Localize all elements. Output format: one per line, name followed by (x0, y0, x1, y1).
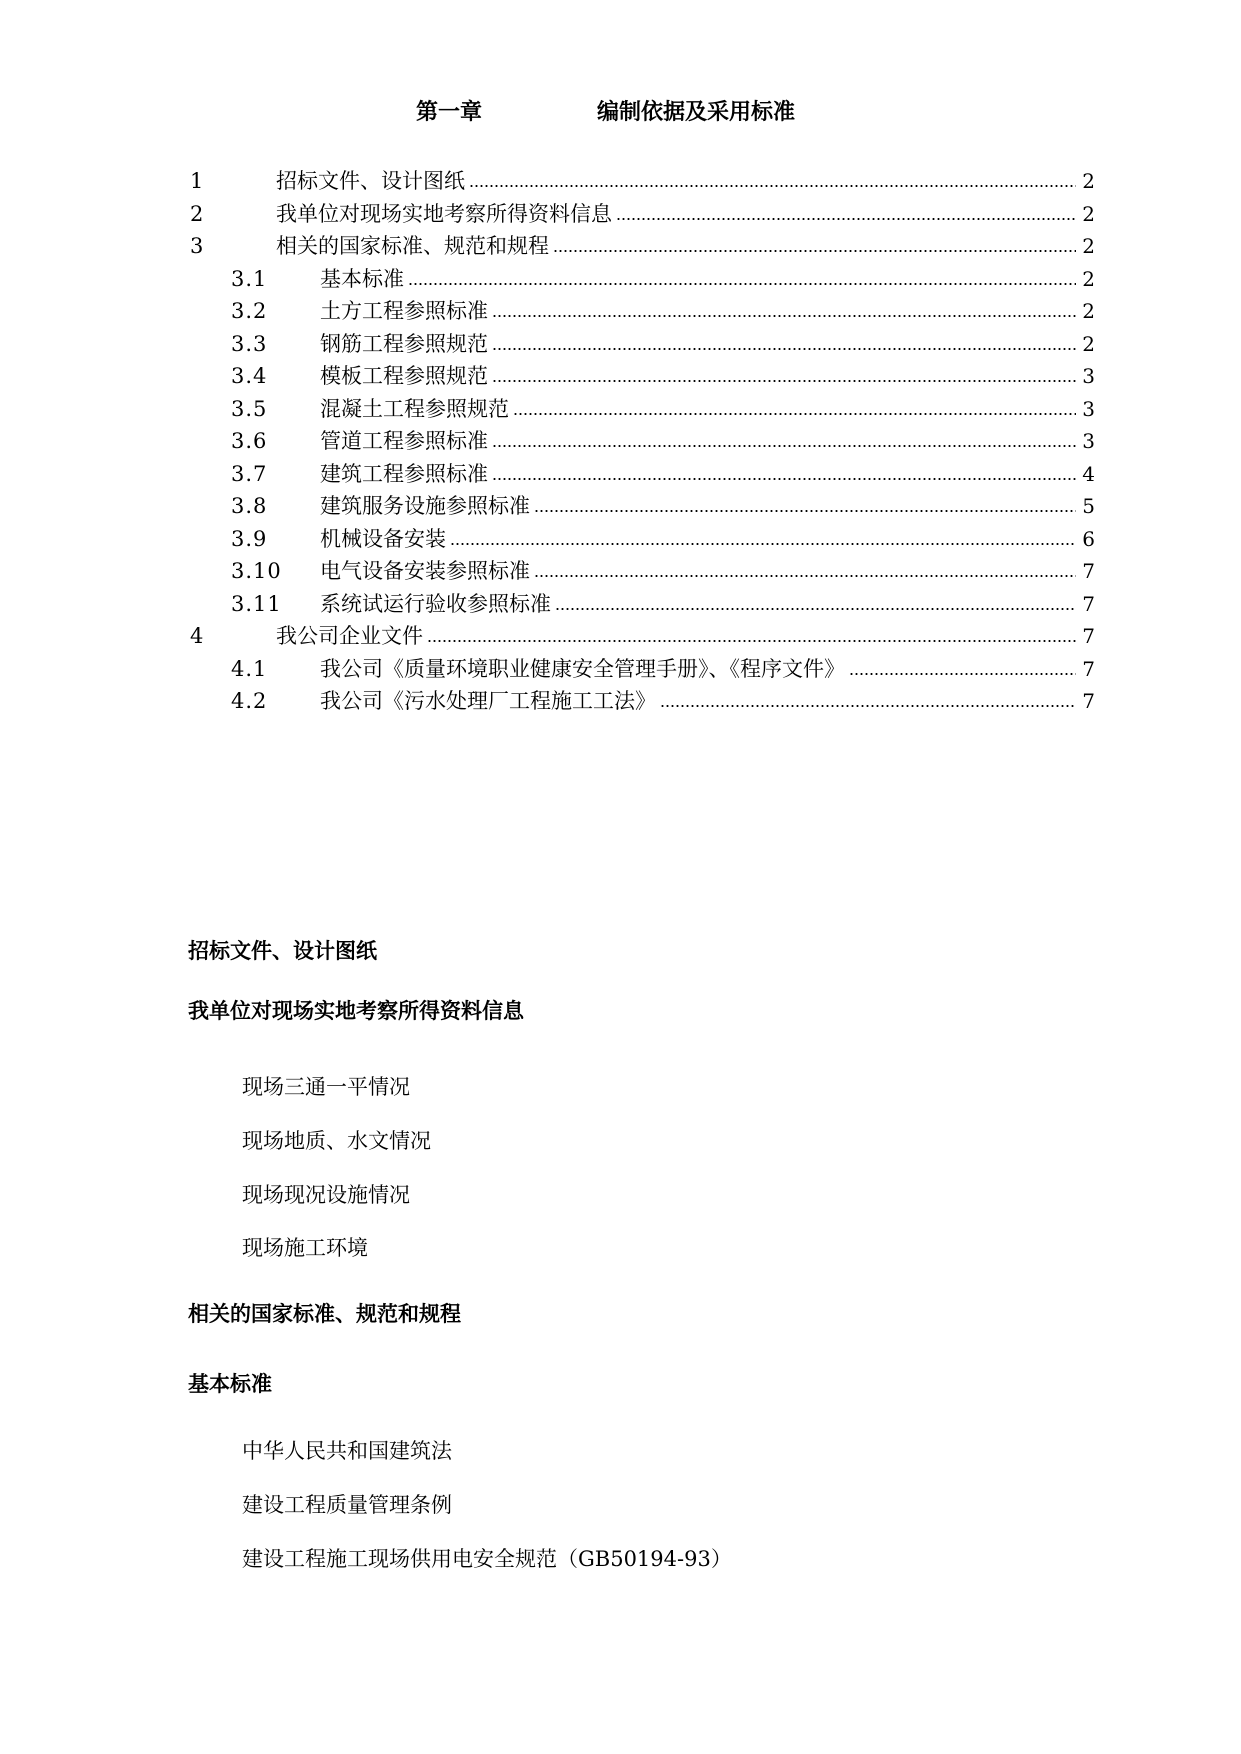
standard-item: 建设工程施工现场供用电安全规范（GB50194-93） (242, 1547, 732, 1571)
toc-entry-number: 3.5 (231, 396, 268, 421)
toc-entry-number: 3.1 (231, 266, 268, 291)
toc-entry-page: 2 (1082, 169, 1095, 194)
toc-entry-number: 3.11 (231, 591, 282, 616)
toc-entry-number: 1 (190, 169, 205, 194)
toc-entry-page: 7 (1082, 591, 1095, 616)
toc-entry-page: 7 (1082, 689, 1095, 714)
toc-entry-page: 3 (1082, 364, 1095, 389)
toc-entry-number: 4.1 (231, 656, 268, 681)
toc-entry[interactable] (190, 490, 1095, 523)
toc-entry-title: 招标文件、设计图纸 (276, 169, 465, 194)
toc-entry[interactable] (190, 393, 1095, 426)
toc-entry[interactable] (190, 685, 1095, 718)
toc-entry-number: 3.7 (231, 461, 268, 486)
toc-entry[interactable] (190, 620, 1095, 653)
toc-entry[interactable] (190, 588, 1095, 621)
toc-entry-title: 相关的国家标准、规范和规程 (276, 234, 549, 259)
toc-entry[interactable] (190, 653, 1095, 686)
toc-entry-title: 钢筋工程参照规范 (320, 331, 488, 356)
toc-entry-page: 2 (1082, 331, 1095, 356)
toc-entry-page: 3 (1082, 429, 1095, 454)
toc-entry-title: 电气设备安装参照标准 (320, 559, 530, 584)
toc-entry-title: 土方工程参照标准 (320, 299, 488, 324)
toc-entry-title: 建筑服务设施参照标准 (320, 494, 530, 519)
toc-dot-leader (492, 380, 1076, 382)
toc-dot-leader (553, 250, 1076, 252)
toc-entry-title: 管道工程参照标准 (320, 429, 488, 454)
toc-entry-number: 3.3 (231, 331, 268, 356)
toc-dot-leader (492, 315, 1076, 317)
toc-entry-page: 7 (1082, 624, 1095, 649)
toc-entry[interactable] (190, 165, 1095, 198)
toc-dot-leader (450, 543, 1076, 545)
toc-entry-page: 2 (1082, 201, 1095, 226)
toc-dot-leader (616, 218, 1076, 220)
toc-entry-page: 7 (1082, 559, 1095, 584)
section-heading-site-survey: 我单位对现场实地考察所得资料信息 (188, 999, 524, 1023)
toc-dot-leader (469, 185, 1076, 187)
toc-entry[interactable] (190, 555, 1095, 588)
chapter-label: 第一章 (416, 100, 483, 125)
toc-entry[interactable] (190, 295, 1095, 328)
chapter-heading: 编制依据及采用标准 (597, 100, 796, 125)
toc-entry[interactable] (190, 263, 1095, 296)
section-heading-tender-documents: 招标文件、设计图纸 (188, 939, 377, 963)
toc-dot-leader (534, 510, 1076, 512)
toc-dot-leader (849, 673, 1076, 675)
toc-entry-title: 基本标准 (320, 266, 404, 291)
toc-entry-title: 模板工程参照规范 (320, 364, 488, 389)
toc-dot-leader (660, 705, 1076, 707)
standard-item: 中华人民共和国建筑法 (242, 1439, 452, 1463)
toc-entry-number: 4.2 (231, 689, 268, 714)
toc-entry-page: 7 (1082, 656, 1095, 681)
toc-entry-title: 建筑工程参照标准 (320, 461, 488, 486)
toc-entry-page: 3 (1082, 396, 1095, 421)
toc-entry[interactable] (190, 360, 1095, 393)
toc-entry-number: 3.10 (231, 559, 282, 584)
toc-dot-leader (427, 640, 1076, 642)
standard-item: 建设工程质量管理条例 (242, 1493, 452, 1517)
section-heading-basic-standards: 基本标准 (188, 1372, 272, 1396)
toc-dot-leader (492, 445, 1076, 447)
toc-entry-title: 机械设备安装 (320, 526, 446, 551)
toc-entry[interactable] (190, 328, 1095, 361)
toc-entry-number: 3.2 (231, 299, 268, 324)
toc-entry-number: 2 (190, 201, 205, 226)
table-of-contents (190, 165, 1095, 718)
toc-entry-title: 我公司《污水处理厂工程施工工法》 (320, 689, 656, 714)
site-item: 现场三通一平情况 (242, 1075, 410, 1099)
toc-dot-leader (555, 608, 1076, 610)
site-item: 现场现况设施情况 (242, 1183, 410, 1207)
toc-entry-page: 2 (1082, 266, 1095, 291)
toc-dot-leader (492, 478, 1076, 480)
toc-entry-title: 我公司《质量环境职业健康安全管理手册》、《程序文件》 (320, 656, 845, 681)
toc-dot-leader (534, 575, 1076, 577)
toc-entry-number: 3.8 (231, 494, 268, 519)
toc-entry-number: 4 (190, 624, 205, 649)
site-item: 现场施工环境 (242, 1236, 368, 1260)
toc-entry-title: 混凝土工程参照规范 (320, 396, 509, 421)
toc-entry[interactable] (190, 523, 1095, 556)
toc-dot-leader (492, 348, 1076, 350)
toc-entry[interactable] (190, 230, 1095, 263)
toc-entry-page: 4 (1082, 461, 1095, 486)
toc-entry-page: 6 (1082, 526, 1095, 551)
toc-entry-number: 3 (190, 234, 205, 259)
site-item: 现场地质、水文情况 (242, 1129, 431, 1153)
toc-entry-page: 2 (1082, 299, 1095, 324)
toc-entry[interactable] (190, 425, 1095, 458)
toc-entry[interactable] (190, 458, 1095, 491)
toc-dot-leader (408, 283, 1076, 285)
toc-entry-title: 系统试运行验收参照标准 (320, 591, 551, 616)
toc-dot-leader (513, 413, 1076, 415)
section-heading-national-standards: 相关的国家标准、规范和规程 (188, 1302, 461, 1326)
toc-entry-number: 3.4 (231, 364, 268, 389)
toc-entry-title: 我单位对现场实地考察所得资料信息 (276, 201, 612, 226)
toc-entry-number: 3.6 (231, 429, 268, 454)
toc-entry-page: 5 (1082, 494, 1095, 519)
toc-entry-page: 2 (1082, 234, 1095, 259)
toc-entry-number: 3.9 (231, 526, 268, 551)
toc-entry[interactable] (190, 198, 1095, 231)
toc-entry-title: 我公司企业文件 (276, 624, 423, 649)
